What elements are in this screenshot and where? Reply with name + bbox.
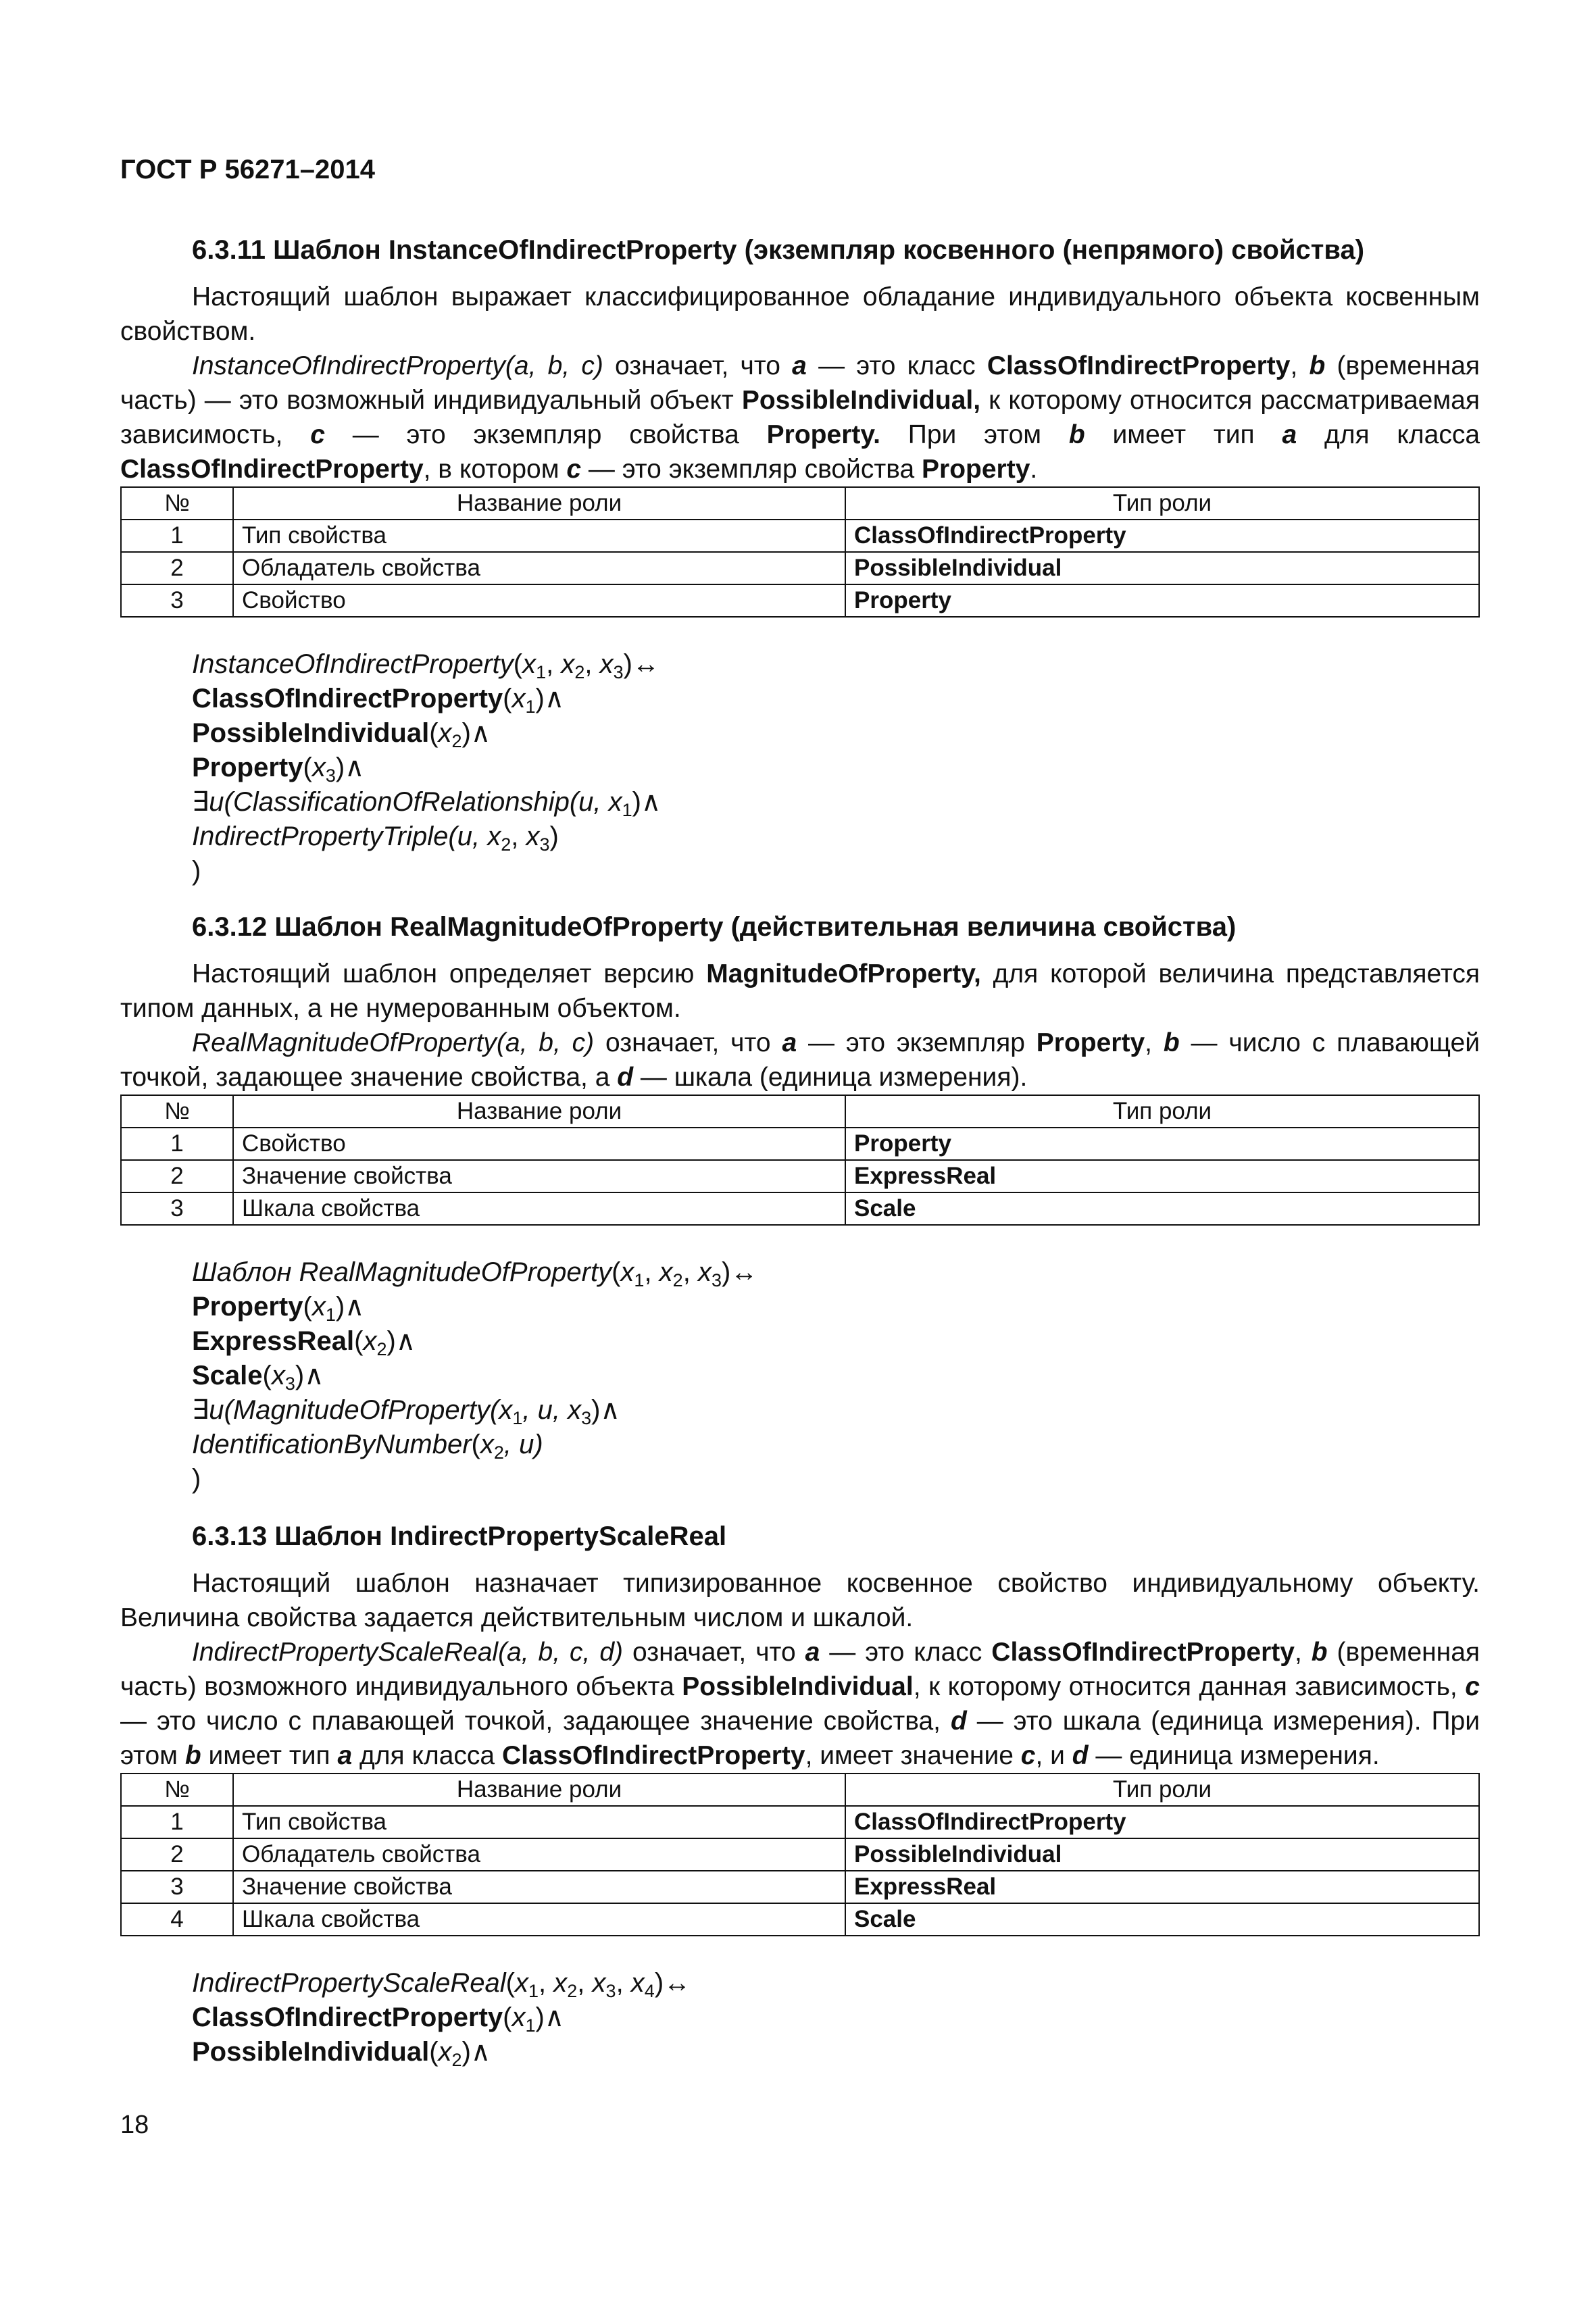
formula-line: ∃u(ClassificationOfRelationship(u, $x_1)\wedge$ [192,787,662,820]
formula-block [192,1255,1480,1496]
formula-line: $Property(x_3)\wedge$ [192,753,365,786]
intro-paragraph: Настоящий шаблон определяет версию MagnitudeOfProperty, для которой величина представляется типом данных, а не нумерованным объектом. [120,959,1480,1023]
formula-line: $IndirectPropertyScaleReal(x_1$, $x_2$, $x_3$, $x_4)\leftrightarrow$ [192,1968,691,2001]
formula-line: $Scale(x_3)\wedge$ [192,1361,324,1394]
formula-line: $ClassOfIndirectProperty(x_1)\wedge$ [192,684,565,717]
table-row: 2 Значение свойства ExpressReal [121,1160,1479,1192]
formula-block [192,1966,1480,2069]
table-row: 3 Значение свойства ExpressReal [121,1871,1479,1903]
formula-block [192,647,1480,888]
roles-table [120,1095,1480,1226]
column-header-role-type: Тип роли [845,1774,1479,1806]
section-heading: 6.3.12 Шаблон RealMagnitudeOfProperty (действительная величина свойства) [192,912,1237,942]
column-header-role-name: Название роли [233,487,845,520]
formula-line: $Property(x_1)\wedge$ [192,1292,365,1325]
section-heading: 6.3.11 Шаблон InstanceOfIndirectProperty (экземпляр косвенного (непрямого) свойства) [192,235,1365,265]
roles-table [120,1773,1480,1936]
table-row: 2 Обладатель свойства PossibleIndividual [121,1838,1479,1871]
formula-line: $InstanceOfIndirectProperty(x_1$, $x_2$, $x_3)\leftrightarrow$ [192,649,659,682]
section-6-3-11 [120,232,1480,888]
formula-line: Шаблон $RealMagnitudeOfProperty(x_1$, $x_2$, $x_3)\leftrightarrow$ [192,1257,758,1290]
table-row: 4 Шкала свойства Scale [121,1903,1479,1936]
formula-line: $\exists u(MagnitudeOfProperty(x_1$, u, $x_3)\wedge$ [192,1395,620,1428]
table-row: 1 Свойство Property [121,1128,1479,1160]
formula-line: $ExpressReal(x_2)\wedge$ [192,1326,416,1359]
column-header-role-name: Название роли [233,1095,845,1128]
column-header-number: № [121,1774,233,1806]
intro-paragraph: Настоящий шаблон выражает классифицированное обладание индивидуального объекта косвенным свойством. [120,282,1480,346]
table-row: 2 Обладатель свойства PossibleIndividual [121,552,1479,584]
formula-line: IndirectPropertyTriple(u, $x_2$, $x_3$) [192,822,559,855]
page-number: 18 [120,2111,149,2139]
formula-line: $PossibleIndividual(x_2)\wedge$ [192,718,491,751]
table-row: 3 Шкала свойства Scale [121,1192,1479,1225]
formula-line: $IdentificationByNumber(x_2$, u) [192,1430,543,1463]
formula-line: ) [192,856,201,886]
table-row: 1 Тип свойства ClassOfIndirectProperty [121,1806,1479,1838]
formula-line: $ClassOfIndirectProperty(x_1)\wedge$ [192,2003,565,2036]
section-6-3-13 [120,1519,1480,2069]
column-header-role-type: Тип роли [845,1095,1479,1128]
column-header-number: № [121,487,233,520]
column-header-role-type: Тип роли [845,487,1479,520]
table-row: 3 Свойство Property [121,584,1479,617]
column-header-role-name: Название роли [233,1774,845,1806]
intro-paragraph: Настоящий шаблон назначает типизированное косвенное свойство индивидуальному объекту. Величина свойства задается действительным числом и шкалой. [120,1569,1480,1632]
section-heading: 6.3.13 Шаблон IndirectPropertyScaleReal [192,1521,727,1551]
roles-table [120,486,1480,618]
document-id: ГОСТ Р 56271–2014 [120,155,375,184]
formula-line: ) [192,1464,201,1494]
section-6-3-12 [120,909,1480,1496]
definition-paragraph: RealMagnitudeOfProperty(a, b, c) означает, что a — это экземпляр Property, b — число с плавающей точкой, задающее значение свойства, а d — шкала (единица измерения). [120,1028,1480,1092]
formula-line: $PossibleIndividual(x_2)\wedge$ [192,2037,491,2070]
definition-paragraph: InstanceOfIndirectProperty(a, b, c) означает, что a — это класс ClassOfIndirectProperty, b (временная часть) — это возможный индивидуальный объект PossibleIndividual, к которому относится рассматриваемая зависимость, c — это экземпляр свойства Property. При этом b имеет тип a для класса ClassOfIndirectProperty, в котором c — это экземпляр свойства Property. [120,351,1480,484]
definition-paragraph: IndirectPropertyScaleReal(a, b, c, d) означает, что a — это класс ClassOfIndirectProperty, b (временная часть) возможного индивидуального объекта PossibleIndividual, к которому относится данная зависимость, c — это число с плавающей точкой, задающее значение свойства, d — это шкала (единица измерения). При этом b имеет тип a для класса ClassOfIndirectProperty, имеет значение c, и d — единица измерения. [120,1638,1480,1770]
column-header-number: № [121,1095,233,1128]
table-row: 1 Тип свойства ClassOfIndirectProperty [121,520,1479,552]
